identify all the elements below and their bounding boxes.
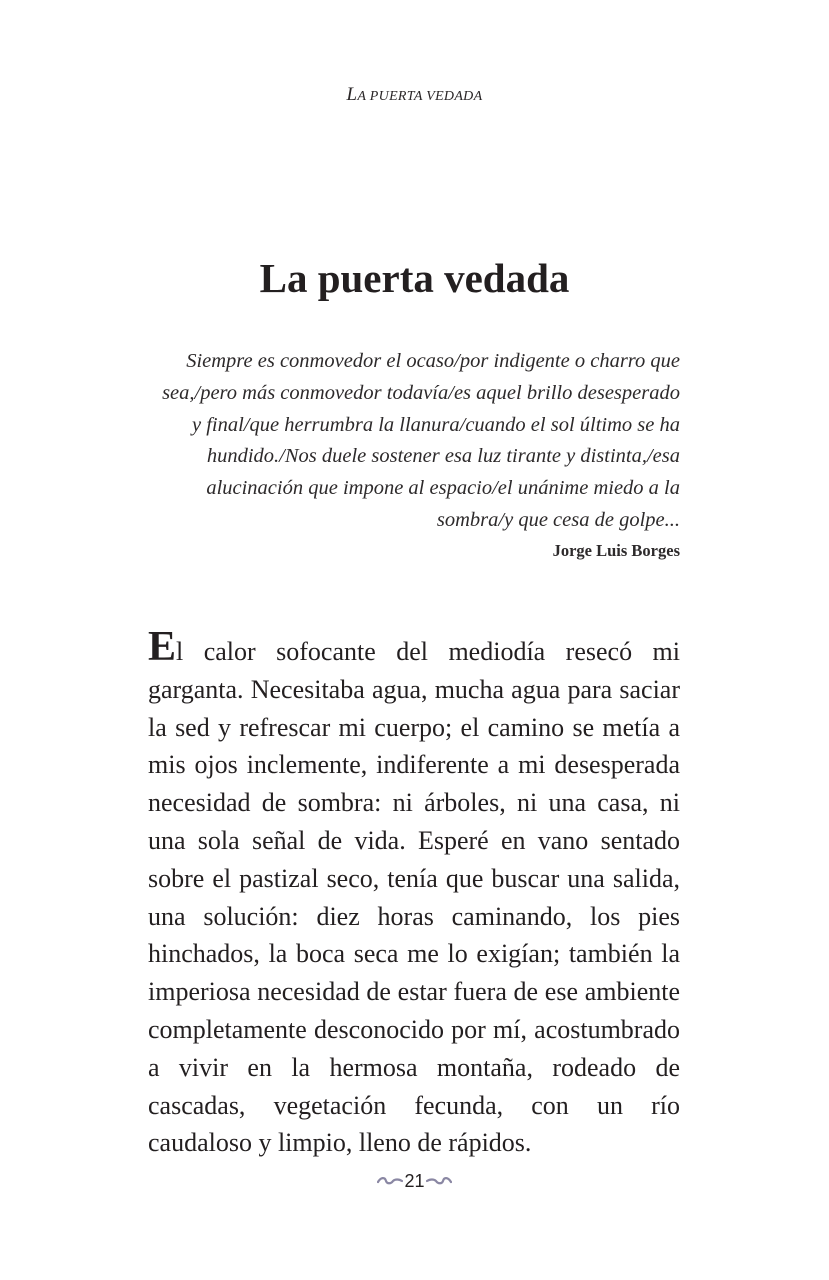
- epigraph-line: sea,/pero más conmovedor todavía/es aquel brillo desesperado: [162, 381, 680, 404]
- epigraph-line: sombra/y que cesa de golpe...: [436, 508, 680, 531]
- epigraph-line: Siempre es conmovedor el ocaso/por indigente o charro que: [186, 350, 680, 372]
- chapter-title: La puerta vedada: [259, 255, 570, 301]
- epigraph-line: y final/que herrumbra la llanura/cuando el sol último se ha: [192, 413, 680, 436]
- body-paragraph-text: l calor sofocante del mediodía resecó mi garganta. Necesitaba agua, mucha agua para saciar la sed y refrescar mi cuerpo; el camino se metía a mis ojos inclemente, indiferente a mi desesperada necesidad de sombra: ni árboles, ni una casa, ni una sola señal de vida. Esperé en vano sentado sobre el pastizal seco, tenía que buscar una salida, una solución: diez horas caminando, los pies hinchados, la boca seca me lo exigían; también la imperiosa necesidad de estar fuera de ese ambiente completamente desconocido por mí, acostumbrado a vivir en la hermosa montaña, rodeado de cascadas, vegetación fecunda, con un río caudaloso y limpio, lleno de rápidos.: [148, 637, 680, 1158]
- running-header: [0, 84, 829, 106]
- right-flourish-icon: [426, 1175, 452, 1187]
- page-number: 21: [404, 1170, 425, 1191]
- drop-cap: E: [148, 624, 177, 670]
- body-paragraph: [148, 624, 680, 1162]
- epigraph: [148, 346, 680, 537]
- epigraph-line: hundido./Nos duele sostener esa luz tirante y distinta,/esa: [206, 445, 680, 468]
- epigraph-author: Jorge Luis Borges: [552, 541, 680, 560]
- left-flourish-icon: [377, 1175, 403, 1187]
- page-footer: [0, 1170, 829, 1192]
- running-header-initial: L: [346, 84, 358, 105]
- epigraph-line: alucinación que impone al espacio/el unánime miedo a la: [206, 477, 680, 500]
- running-header-rest: A PUERTA VEDADA: [357, 89, 483, 104]
